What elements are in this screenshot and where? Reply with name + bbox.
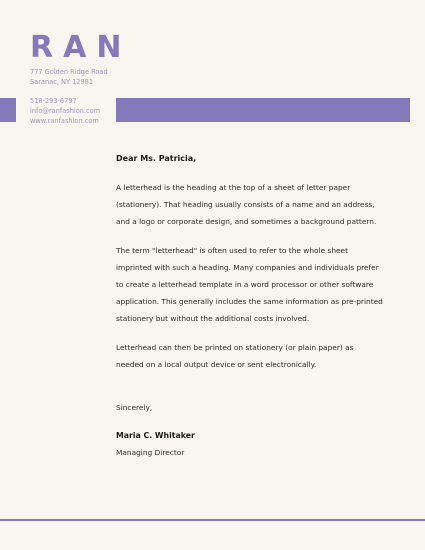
letter-paragraph-1	[116, 179, 406, 230]
paragraph-line: The term "letterhead" is often used to refer to the whole sheet	[116, 246, 348, 255]
contact-website: www.ranfashion.com	[30, 117, 99, 125]
footer-rule	[0, 519, 425, 521]
paragraph-line: application. This generally includes the same information as pre-printed	[116, 297, 383, 306]
company-address	[30, 67, 108, 87]
letter-paragraph-2	[116, 242, 406, 327]
paragraph-line: to create a letterhead template in a word processor or other software	[116, 280, 374, 289]
letter-closing: Sincerely,	[116, 403, 153, 412]
letter-paragraph-3	[116, 339, 406, 373]
header-accent-bar-right	[116, 98, 410, 122]
letter-body	[116, 150, 406, 461]
signer-title: Managing Director	[116, 448, 185, 457]
contact-email: info@ranfashion.com	[30, 107, 101, 115]
address-line-2: Saranac, NY 12981	[30, 78, 94, 86]
paragraph-line: A letterhead is the heading at the top of a sheet of letter paper	[116, 183, 351, 192]
paragraph-line: Letterhead can then be printed on stationery (or plain paper) as	[116, 343, 354, 352]
contact-phone: 518-293-6797	[30, 97, 77, 105]
signer-name: Maria C. Whitaker	[116, 431, 195, 440]
contact-details	[30, 96, 100, 126]
address-line-1: 777 Golden Ridge Road	[30, 68, 108, 76]
paragraph-line: imprinted with such a heading. Many companies and individuals prefer	[116, 263, 379, 272]
paragraph-line: and a logo or corporate design, and sometimes a background pattern.	[116, 217, 377, 226]
company-logo: RAN	[30, 30, 132, 65]
paragraph-line: (stationery). That heading usually consists of a name and an address,	[116, 200, 375, 209]
paragraph-line: needed on a local output device or sent electronically.	[116, 360, 317, 369]
letter-salutation: Dear Ms. Patricia,	[116, 154, 197, 163]
paragraph-line: stationery but without the additional costs involved.	[116, 314, 310, 323]
header-accent-bar-left	[0, 98, 16, 122]
